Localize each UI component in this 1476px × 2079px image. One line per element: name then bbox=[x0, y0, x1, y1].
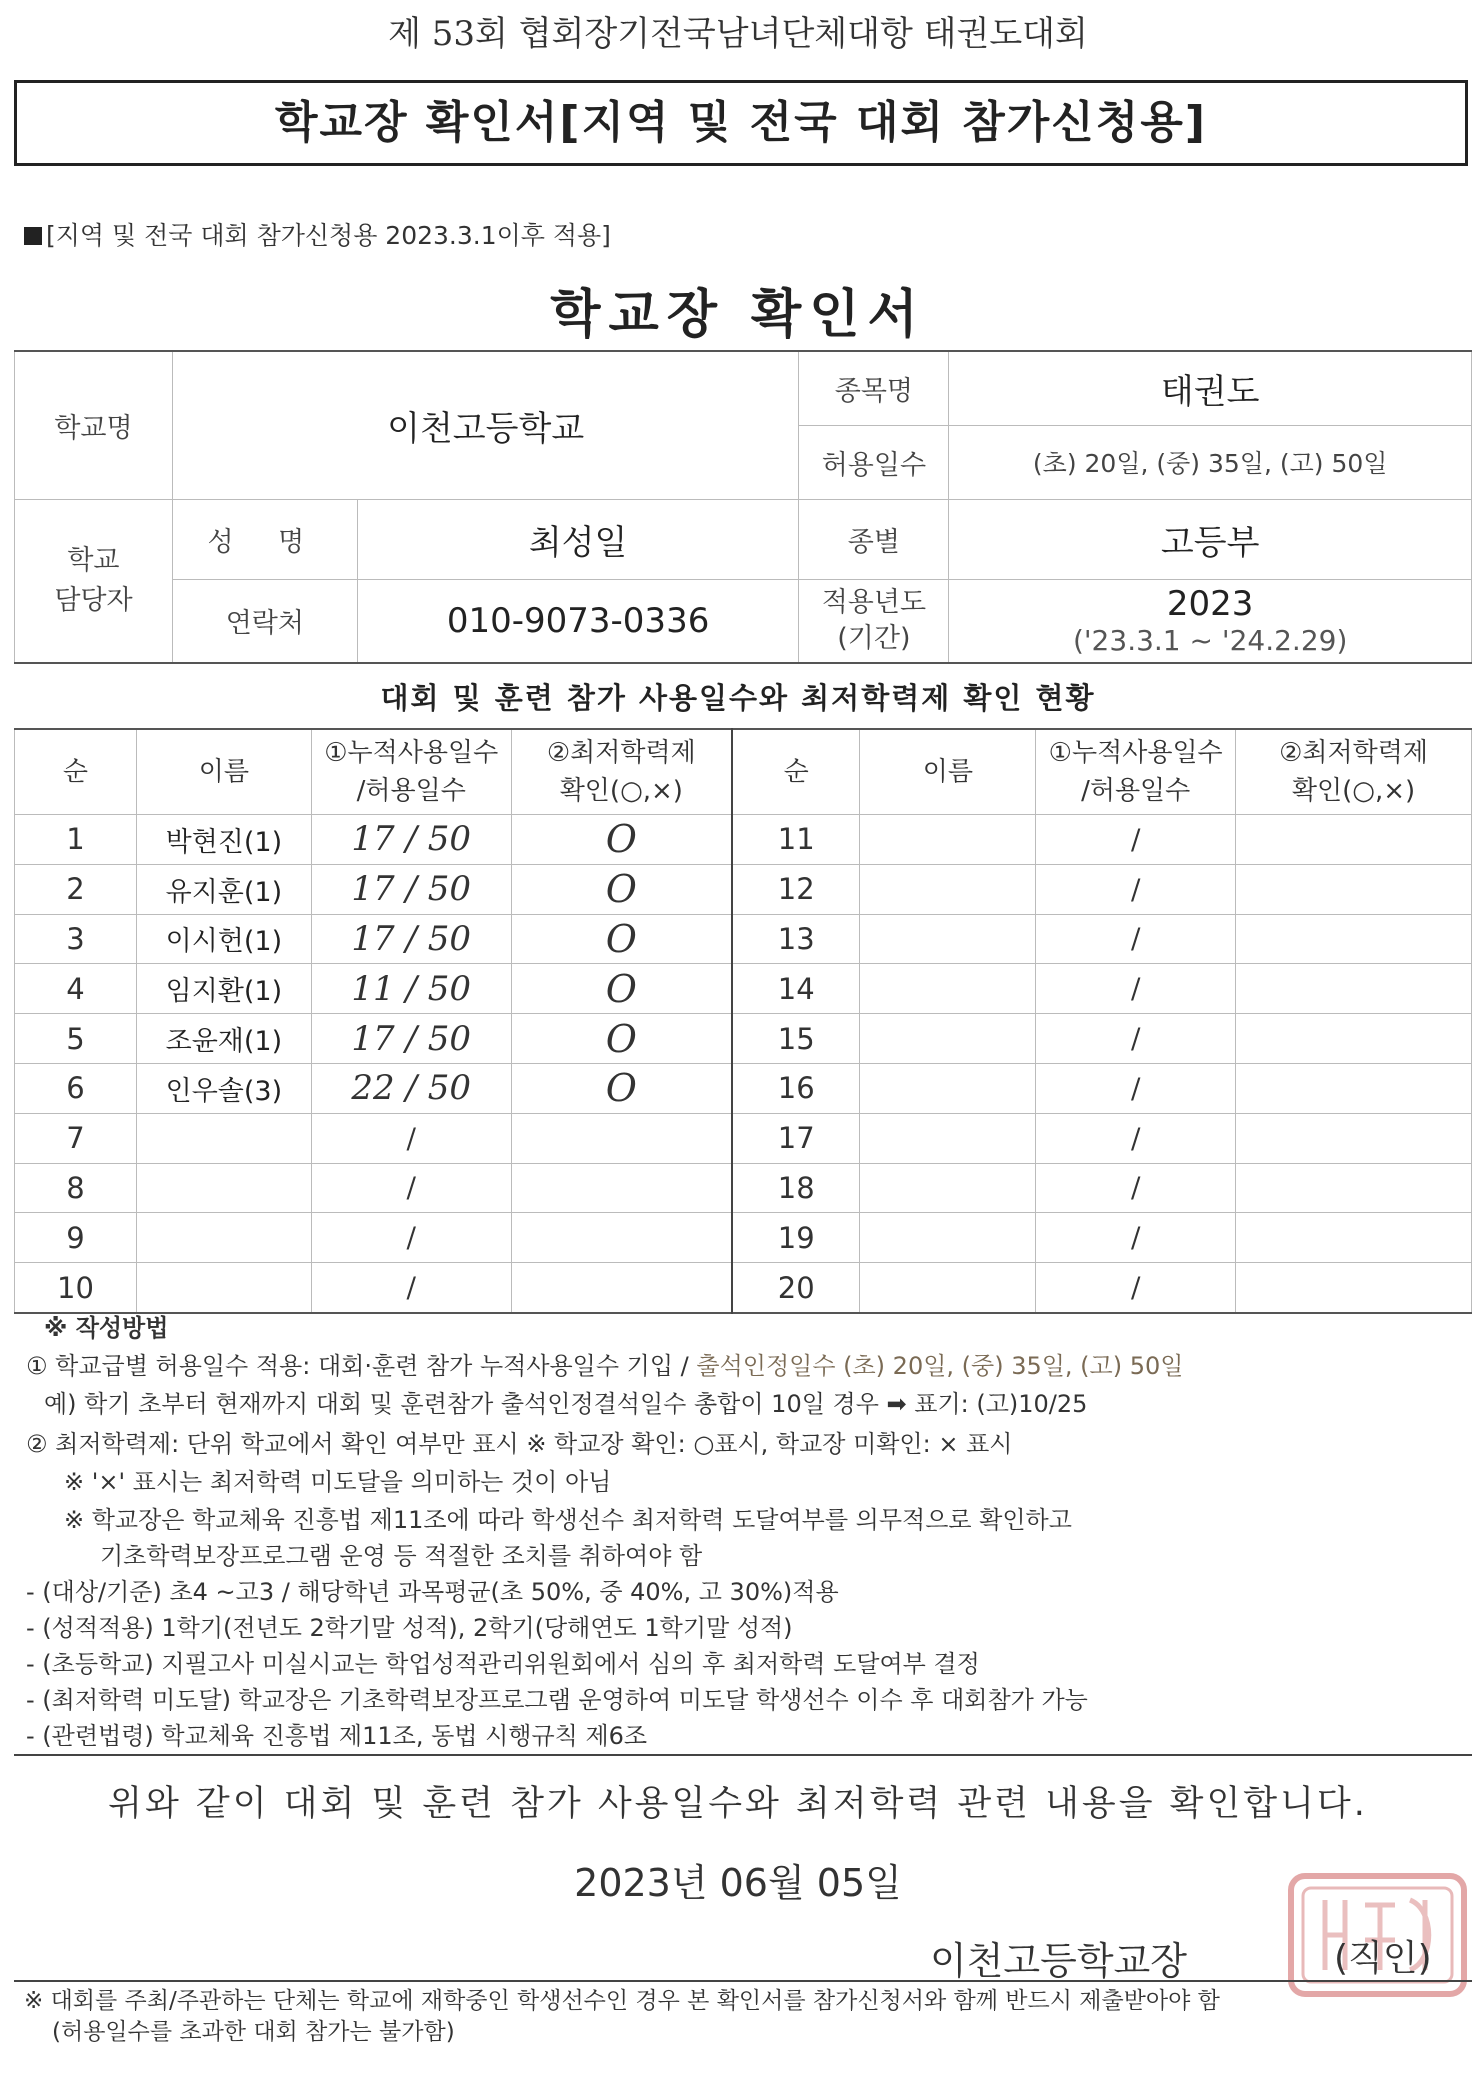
method-line-10: - (최저학력 미도달) 학교장은 기초학력보장프로그램 운영하여 미도달 학생선수 이수 후 대회참가 가능 bbox=[26, 1686, 1088, 1714]
method-heading: ※ 작성방법 bbox=[44, 1314, 169, 1342]
year-label: 적용년도 (기간) bbox=[799, 579, 949, 663]
event-title: 제 53회 협회장기전국남녀단체대항 태권도대회 bbox=[388, 14, 1088, 54]
table-row bbox=[15, 1113, 1472, 1163]
method-line-1-text: ① 학교급별 허용일수 적용: 대회·훈련 참가 누적사용일수 기입 / bbox=[26, 1352, 697, 1380]
row-days-right: / bbox=[1036, 1213, 1236, 1263]
method-line-7: - (대상/기준) 초4 ~고3 / 해당학년 과목평균(초 50%, 중 40%, 고 30%)적용 bbox=[26, 1578, 839, 1606]
table-row bbox=[15, 1263, 1472, 1313]
row-check bbox=[511, 1263, 732, 1313]
row-seq: 2 bbox=[15, 864, 137, 914]
method-line-3: ② 최저학력제: 단위 학교에서 확인 여부만 표시 ※ 학교장 확인: ○표시, 학교장 미확인: × 표시 bbox=[26, 1430, 1013, 1458]
row-days: / bbox=[311, 1213, 511, 1263]
row-name-right bbox=[860, 1014, 1036, 1064]
row-days: 11 / 50 bbox=[311, 964, 511, 1014]
row-days: / bbox=[311, 1263, 511, 1313]
apply-note-text: [지역 및 전국 대회 참가신청용 2023.3.1이후 적용] bbox=[46, 221, 611, 250]
row-seq-right: 11 bbox=[732, 815, 860, 865]
table-row bbox=[15, 1014, 1472, 1064]
row-seq: 8 bbox=[15, 1163, 137, 1213]
apply-note bbox=[24, 216, 611, 252]
row-seq-right: 16 bbox=[732, 1063, 860, 1113]
row-name-right bbox=[860, 1213, 1036, 1263]
row-check-right bbox=[1236, 815, 1472, 865]
row-check bbox=[511, 1213, 732, 1263]
table-row bbox=[15, 1213, 1472, 1263]
division-label: 종별 bbox=[799, 499, 949, 579]
table-row bbox=[15, 815, 1472, 865]
info-table bbox=[14, 350, 1472, 664]
row-seq: 6 bbox=[15, 1063, 137, 1113]
row-seq-right: 17 bbox=[732, 1113, 860, 1163]
document-title-box: 학교장 확인서[지역 및 전국 대회 참가신청용] bbox=[14, 80, 1468, 166]
contact-person-label: 학교 담당자 bbox=[15, 499, 173, 663]
row-days: 22 / 50 bbox=[311, 1063, 511, 1113]
row-seq-right: 13 bbox=[732, 914, 860, 964]
footer-note bbox=[24, 1986, 1454, 2048]
method-line-1 bbox=[26, 1346, 1183, 1381]
header-days: ①누적사용일수 /허용일수 bbox=[311, 729, 511, 815]
school-name: 이천고등학교 bbox=[172, 351, 799, 499]
method-line-1-highlight: 출석인정일수 (초) 20일, (중) 35일, (고) 50일 bbox=[696, 1352, 1184, 1380]
footer-divider bbox=[14, 1980, 1472, 1982]
row-check-right bbox=[1236, 1014, 1472, 1064]
row-check-right bbox=[1236, 1113, 1472, 1163]
table-row bbox=[15, 1163, 1472, 1213]
confirmation-statement: 위와 같이 대회 및 훈련 참가 사용일수와 최저학력 관련 내용을 확인합니다. bbox=[108, 1784, 1368, 1824]
header-seq: 순 bbox=[15, 729, 137, 815]
row-days-right: / bbox=[1036, 864, 1236, 914]
row-name: 인우솔(3) bbox=[136, 1063, 311, 1113]
row-check-right bbox=[1236, 1163, 1472, 1213]
method-line-9: - (초등학교) 지필고사 미실시교는 학업성적관리위원회에서 심의 후 최저학력 도달여부 결정 bbox=[26, 1650, 980, 1678]
row-days: 17 / 50 bbox=[311, 815, 511, 865]
row-seq: 1 bbox=[15, 815, 137, 865]
row-check bbox=[511, 1163, 732, 1213]
allowed-days-label: 허용일수 bbox=[799, 425, 949, 499]
header-check: ②최저학력제 확인(○,×) bbox=[511, 729, 732, 815]
table-row bbox=[15, 914, 1472, 964]
row-name-right bbox=[860, 1113, 1036, 1163]
row-seq-right: 20 bbox=[732, 1263, 860, 1313]
row-name-right bbox=[860, 815, 1036, 865]
name-label: 성 명 bbox=[172, 499, 357, 579]
method-line-8: - (성적적용) 1학기(전년도 2학기말 성적), 2학기(당해연도 1학기말 성적) bbox=[26, 1614, 793, 1642]
row-seq: 10 bbox=[15, 1263, 137, 1313]
table-row bbox=[15, 964, 1472, 1014]
row-check: O bbox=[511, 1014, 732, 1064]
row-days-right: / bbox=[1036, 914, 1236, 964]
row-days-right: / bbox=[1036, 1163, 1236, 1213]
row-name-right bbox=[860, 914, 1036, 964]
seal-label: (직인) bbox=[1334, 1938, 1432, 1979]
row-days-right: / bbox=[1036, 964, 1236, 1014]
year-cell bbox=[949, 579, 1472, 663]
division-value: 고등부 bbox=[949, 499, 1472, 579]
person-name: 최성일 bbox=[357, 499, 799, 579]
period-value: ('23.3.1 ~ '24.2.29) bbox=[1072, 624, 1348, 658]
row-seq: 3 bbox=[15, 914, 137, 964]
status-header-row bbox=[15, 729, 1472, 815]
row-seq-right: 19 bbox=[732, 1213, 860, 1263]
status-table bbox=[14, 728, 1472, 1314]
row-days: 17 / 50 bbox=[311, 914, 511, 964]
row-days-right: / bbox=[1036, 1263, 1236, 1313]
footer-line-2: (허용일수를 초과한 대회 참가는 불가함) bbox=[52, 2019, 455, 2045]
row-days: 17 / 50 bbox=[311, 1014, 511, 1064]
row-days: / bbox=[311, 1113, 511, 1163]
row-seq-right: 18 bbox=[732, 1163, 860, 1213]
row-name-right bbox=[860, 1163, 1036, 1213]
row-name-right bbox=[860, 1263, 1036, 1313]
row-name bbox=[136, 1263, 311, 1313]
row-check-right bbox=[1236, 1063, 1472, 1113]
row-check-right bbox=[1236, 864, 1472, 914]
allowed-days-value: (초) 20일, (중) 35일, (고) 50일 bbox=[949, 425, 1472, 499]
row-check: O bbox=[511, 964, 732, 1014]
row-days: / bbox=[311, 1163, 511, 1213]
row-check-right bbox=[1236, 1263, 1472, 1313]
method-line-4: ※ '×' 표시는 최저학력 미도달을 의미하는 것이 아님 bbox=[64, 1468, 612, 1496]
row-seq-right: 12 bbox=[732, 864, 860, 914]
header-name: 이름 bbox=[136, 729, 311, 815]
row-check: O bbox=[511, 914, 732, 964]
phone-value: 010-9073-0336 bbox=[357, 579, 799, 663]
table-row bbox=[15, 1063, 1472, 1113]
row-check bbox=[511, 1113, 732, 1163]
row-name bbox=[136, 1163, 311, 1213]
row-name: 이시헌(1) bbox=[136, 914, 311, 964]
row-name: 임지환(1) bbox=[136, 964, 311, 1014]
row-name-right bbox=[860, 964, 1036, 1014]
row-check-right bbox=[1236, 964, 1472, 1014]
row-seq-right: 14 bbox=[732, 964, 860, 1014]
row-check-right bbox=[1236, 1213, 1472, 1263]
header-name-right: 이름 bbox=[860, 729, 1036, 815]
row-check: O bbox=[511, 815, 732, 865]
header-seq-right: 순 bbox=[732, 729, 860, 815]
row-seq: 4 bbox=[15, 964, 137, 1014]
row-seq: 5 bbox=[15, 1014, 137, 1064]
row-seq: 9 bbox=[15, 1213, 137, 1263]
row-check: O bbox=[511, 1063, 732, 1113]
header-days-right: ①누적사용일수 /허용일수 bbox=[1036, 729, 1236, 815]
table-row bbox=[15, 864, 1472, 914]
method-line-2: 예) 학기 초부터 현재까지 대회 및 훈련참가 출석인정결석일수 총합이 10일 경우 ➡ 표기: (고)10/25 bbox=[44, 1390, 1088, 1418]
row-check: O bbox=[511, 864, 732, 914]
school-label: 학교명 bbox=[15, 351, 173, 499]
row-days-right: / bbox=[1036, 1063, 1236, 1113]
row-check-right bbox=[1236, 914, 1472, 964]
row-seq-right: 15 bbox=[732, 1014, 860, 1064]
row-days: 17 / 50 bbox=[311, 864, 511, 914]
method-line-5: ※ 학교장은 학교체육 진흥법 제11조에 따라 학생선수 최저학력 도달여부를 의무적으로 확인하고 bbox=[64, 1506, 1072, 1534]
row-seq: 7 bbox=[15, 1113, 137, 1163]
header-check-right: ②최저학력제 확인(○,×) bbox=[1236, 729, 1472, 815]
event-name: 태권도 bbox=[949, 351, 1472, 425]
principal-name: 이천고등학교장 bbox=[930, 1939, 1187, 1983]
divider bbox=[14, 1754, 1472, 1756]
row-name: 유지훈(1) bbox=[136, 864, 311, 914]
row-name-right bbox=[860, 1063, 1036, 1113]
status-title: 대회 및 훈련 참가 사용일수와 최저학력제 확인 현황 bbox=[380, 681, 1096, 715]
year-value: 2023 bbox=[1166, 584, 1254, 625]
method-line-11: - (관련법령) 학교체육 진흥법 제11조, 동법 시행규칙 제6조 bbox=[26, 1722, 648, 1750]
row-name bbox=[136, 1213, 311, 1263]
row-days-right: / bbox=[1036, 1014, 1236, 1064]
row-name: 박현진(1) bbox=[136, 815, 311, 865]
square-bullet-icon bbox=[24, 227, 42, 245]
row-days-right: / bbox=[1036, 1113, 1236, 1163]
main-title: 학교장 확인서 bbox=[550, 285, 926, 345]
method-line-6: 기초학력보장프로그램 운영 등 적절한 조치를 취하여야 함 bbox=[100, 1542, 703, 1570]
row-name: 조윤재(1) bbox=[136, 1014, 311, 1064]
row-days-right: / bbox=[1036, 815, 1236, 865]
event-label: 종목명 bbox=[799, 351, 949, 425]
confirmation-date: 2023년 06월 05일 bbox=[574, 1861, 902, 1905]
footer-line-1: ※ 대회를 주최/주관하는 단체는 학교에 재학중인 학생선수인 경우 본 확인서를 참가신청서와 함께 반드시 제출받아야 함 bbox=[24, 1988, 1220, 2014]
phone-label: 연락처 bbox=[172, 579, 357, 663]
row-name-right bbox=[860, 864, 1036, 914]
row-name bbox=[136, 1113, 311, 1163]
